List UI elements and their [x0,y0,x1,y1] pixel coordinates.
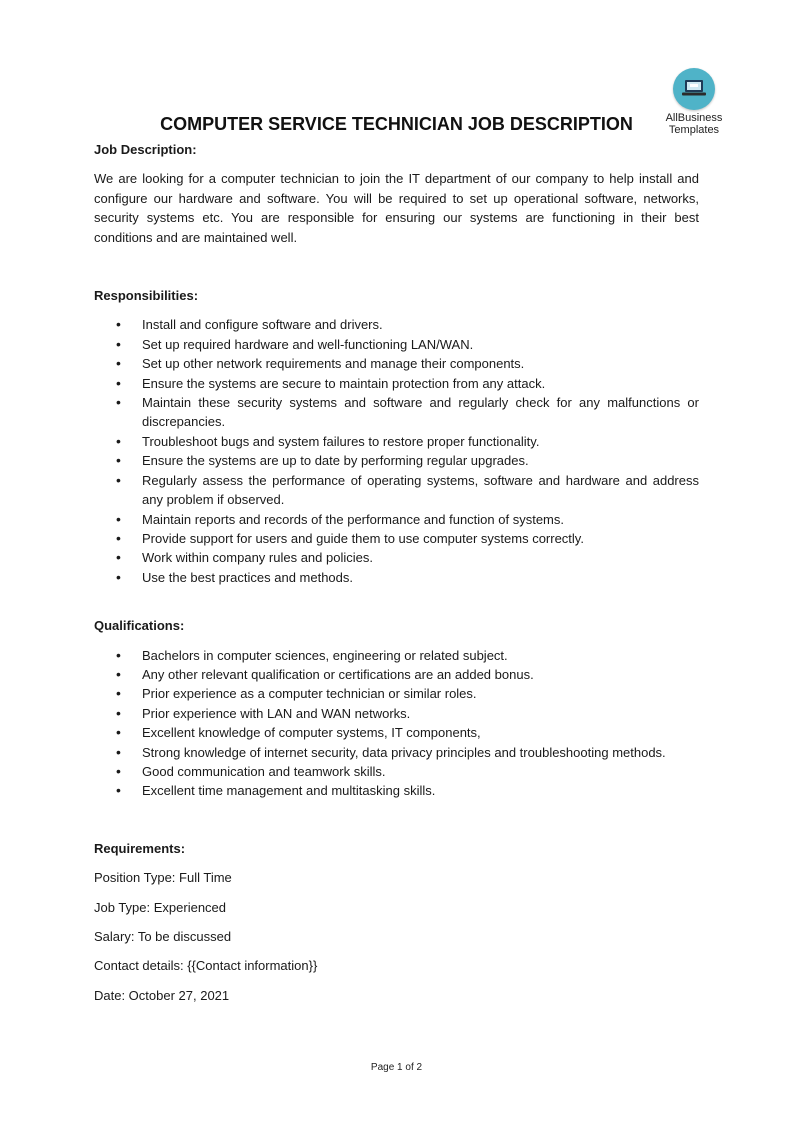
salary: Salary: To be discussed [94,929,232,944]
job-type: Job Type: Experienced [94,899,227,915]
qualifications-heading: Qualifications: [94,618,185,634]
list-item: • Prior experience with LAN and WAN networks. [94,704,699,723]
list-item: • Troubleshoot bugs and system failures to restore proper functionality. [94,432,699,451]
position-type: Position Type: Full Time [94,870,232,886]
list-item: • Ensure the systems are up to date by performing regular upgrades. [94,451,699,470]
document-body [94,140,699,1005]
list-item: • Regularly assess the performance of operating systems, software and hardware and address any problem if observed. [94,471,699,510]
logo-text: AllBusiness Templates [665,112,723,136]
qualifications-list [94,646,699,801]
list-item: • Good communication and teamwork skills. [94,762,699,781]
list-item: • Prior experience as a computer technician or similar roles. [94,684,699,703]
date: Date: October 27, 2021 [94,987,230,1003]
list-item: • Excellent time management and multitasking skills. [94,781,699,800]
list-item: • Strong knowledge of internet security, data privacy principles and troubleshooting methods. [94,743,699,762]
list-item: • Maintain reports and records of the performance and function of systems. [94,510,699,529]
laptop-icon [673,68,715,110]
responsibilities-list [94,315,699,587]
list-item: • Set up required hardware and well-functioning LAN/WAN. [94,335,699,354]
page-footer: Page 1 of 2 [370,1062,423,1073]
list-item: • Provide support for users and guide them to use computer systems correctly. [94,529,699,548]
list-item: • Any other relevant qualification or certifications are an added bonus. [94,665,699,684]
list-item: • Set up other network requirements and manage their components. [94,354,699,373]
list-item: • Bachelors in computer sciences, engineering or related subject. [94,646,699,665]
list-item: • Use the best practices and methods. [94,568,699,587]
list-item: • Excellent knowledge of computer systems, IT components, [94,723,699,742]
job-description-text: We are looking for a computer technician to join the IT department of our company to help install and configure our hardware and software. You will be required to set up operational software, networks, security systems etc. You are responsible for ensuring our systems are functioning in their best conditions and are maintained well. [94,171,699,245]
requirements-heading: Requirements: [94,840,186,856]
list-item: • Install and configure software and drivers. [94,315,699,334]
responsibilities-heading: Responsibilities: [94,288,199,304]
contact-details: Contact details: {{Contact information}} [94,958,318,974]
list-item: • Work within company rules and policies. [94,548,699,567]
list-item: • Ensure the systems are secure to maintain protection from any attack. [94,374,699,393]
job-description-heading: Job Description: [94,142,197,157]
document-title: COMPUTER SERVICE TECHNICIAN JOB DESCRIPTION [160,114,633,134]
list-item: • Maintain these security systems and software and regularly check for any malfunctions or discrepancies. [94,393,699,432]
